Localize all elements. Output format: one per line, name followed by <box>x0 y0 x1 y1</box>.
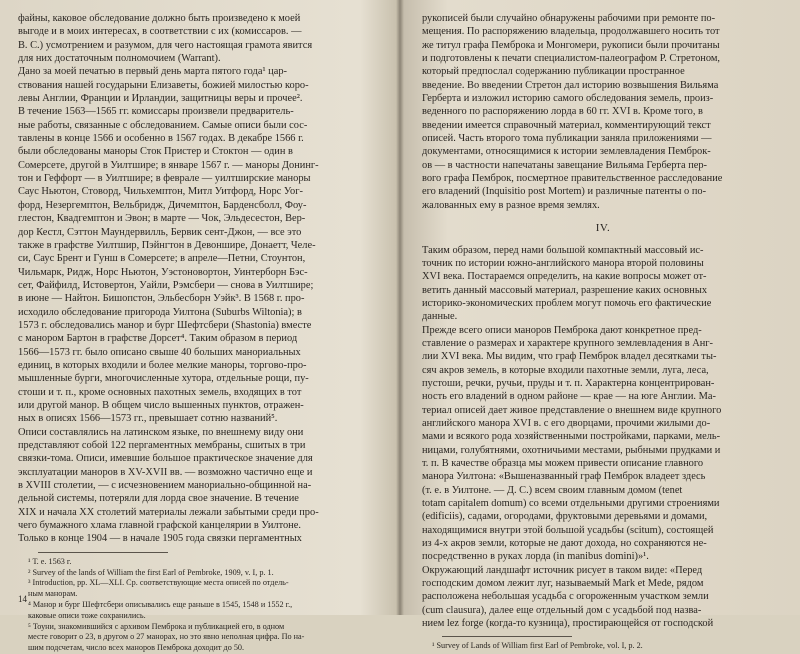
text-line: форд, Незергемптон, Вельбридж, Дичемптон, Барденсболл, Фоу- <box>18 199 307 211</box>
text-line: Таким образом, перед нами большой компактный массовый ис- <box>422 244 704 256</box>
right-page-body-top <box>422 12 784 212</box>
text-line: находящимися внутри этой большой усадьбы (scitum), состоящей <box>422 524 714 536</box>
text-line: или другой манор. В общем число вышенных пунктов, отражен- <box>18 399 304 411</box>
text-line: историко-экономических проблем могут помочь его фактические <box>422 297 712 309</box>
text-line: чего бумажного хлама главной графской канцелярии в Уилтоне. <box>18 520 301 532</box>
text-line: си, Саус Брент и Гунш в Сомерсете; в апреле—Петни, Стоунтон, <box>18 253 306 265</box>
text-line: документами, относящимися к истории землевладения Пемброк- <box>422 146 711 158</box>
text-line: В. С.) усмотрением и разумом, для чего настоящая грамота явится <box>18 39 313 51</box>
text-line: Прежде всего описи маноров Пемброка дают конкретное пред- <box>422 324 702 336</box>
text-line: из 4-х акров земли, которые не дают дохода, но сохраняются не- <box>422 538 707 550</box>
text-line: XIX и начала XX столетий материалы лежали забытыми среди про- <box>18 506 319 518</box>
footnote-line: ным манорам. <box>28 589 78 599</box>
footnote-line: ¹ Survey of Lands of William first Earl of Pembroke, vol. I, p. 2. <box>432 641 643 651</box>
right-page-body-bottom <box>422 244 784 631</box>
text-line: ницами, голубятнями, охотничьими местами, рыбными прудками и <box>422 444 721 456</box>
text-line: мещения. По распоряжению владельца, продолжавшего носить тот <box>422 26 720 38</box>
text-line: в июне — Найтон. Бишопстон, Эльбесборн Уэйк³. В 1568 г. про- <box>18 293 305 305</box>
text-line: в XVIII столетии, — с исчезновением манориально-общинной на- <box>18 480 312 492</box>
text-line: ствования нашей государыни Елизаветы, божией милостью коро- <box>18 79 309 91</box>
left-footnotes <box>18 557 386 654</box>
text-line: мышленные бурги, многочисленные хутора, отдельные рощи, пу- <box>18 373 309 385</box>
footnote-rule <box>442 636 572 637</box>
text-line: дельной системы, потеряли для лорда свое значение. В течение <box>18 493 299 505</box>
footnote-line: ⁴ Манор и бург Шефтсбери описывались еще раньше в 1545, 1548 и 1552 г., <box>28 599 293 609</box>
text-line: мами и всякого рода хозяйственными постройками, парками, мель- <box>422 431 721 443</box>
text-line: В течение 1563—1565 гг. комиссары произвели предваритель- <box>18 106 294 118</box>
text-line: нием lez forge (когда-то кузница), простирающейся от господской <box>422 618 714 630</box>
footnote-line: ⁵ Тоуни, знакомившийся с архивом Пемброка и публикацией его, в одном <box>28 621 285 631</box>
text-line: введении имеется справочный материал, комментирующий текст <box>422 119 711 131</box>
text-line: Только в конце 1904 — в начале 1905 года связки пергаментных <box>18 533 302 545</box>
text-line: описей. Часть второго тома публикации заняла приложениями — <box>422 133 712 145</box>
text-line: ов — в частности напечатаны завещание Вильяма Герберта пер- <box>422 159 708 171</box>
text-line: который предпослал содержанию публикации пространное <box>422 66 685 78</box>
text-line: сяч акров земель, в которые входили пахотные земли, луга, леса, <box>422 364 709 376</box>
footnote-line: ² Survey of the lands of William the first Earl of Pembroke, 1909, v. I, p. 1. <box>28 567 274 577</box>
text-line: жалованных ему в разное время землях. <box>422 199 600 211</box>
text-line: териал описей дает живое представление о внешнем виде крупного <box>422 404 722 416</box>
text-line: английского манора XVI в. с его дворцами, прочими жилыми до- <box>422 417 711 429</box>
footnote-line: ³ Introduction, pp. XL—XLI. Ср. соответствующие места описей по отдель- <box>28 578 289 588</box>
text-line: т. п. В качестве образца мы можем привести описание главного <box>422 458 704 469</box>
footnote-line: ¹ Т. е. 1563 г. <box>28 556 72 566</box>
text-line: ные работы, связанные с обследованием. Самые описи были сос- <box>18 119 308 131</box>
text-line: ставление о размерах и характере крупного землевладения в Анг- <box>422 337 713 349</box>
text-line: пустоши, речки, ручьи, пруды и т. п. Характерна концентрирован- <box>422 377 715 389</box>
text-line: Окружающий ландшафт источник рисует в таком виде: «Перед <box>422 564 703 576</box>
text-line: представляют собой 122 пергаментных мембраны, сшитых в три <box>18 440 306 451</box>
page-number: 14 <box>18 593 27 604</box>
text-line: посредственно в руках лорда (in manibus domini)»¹. <box>422 551 649 563</box>
text-line: единиц, в которых входили и более мелкие маноры, торгово-про- <box>18 359 307 371</box>
text-line: ветить данный массовый материал, разрешение каких основных <box>422 284 708 296</box>
text-line: дор Кестл, Сэттон Маундервилль, Бервик сент-Джон, — все это <box>18 226 302 238</box>
text-line: файны, каковое обследование должно быть произведено к моей <box>18 13 301 24</box>
text-line: XVI века. Постараемся определить, на какие вопросы может от- <box>422 271 707 283</box>
text-line: связки-тома. Описи, имевшие большое практическое значение для <box>18 453 313 465</box>
text-line: лии XVI века. Мы видим, что граф Пемброк владел десятками ты- <box>422 351 717 363</box>
footnote-line: шим подсчетам, число всех маноров Пемброка доходит до 50. <box>28 643 245 653</box>
text-line: точник по истории южно-английского манора второй половины <box>422 257 704 269</box>
text-line: манора Уилтона: «Вышеназванный граф Пемброк владеет здесь <box>422 471 706 483</box>
left-page <box>0 0 400 653</box>
text-line: 1573 г. обследовались манор и бург Шефтсбери (Shastonia) вместе <box>18 319 312 331</box>
text-line: также в графстве Уилтшир, Пэйнгтон в Девоншире, Донаетт, Челе- <box>18 239 316 251</box>
text-line: totam capitalem domum) со всеми отдельными другими строениями <box>422 498 720 510</box>
text-line: данные. <box>422 311 458 323</box>
text-line: его владений (Inquisitio post Mortem) и различные патенты о по- <box>422 186 707 198</box>
text-line: Саус Ньютон, Стоворд, Чильхемптон, Митл Уитфорд, Норс Уог- <box>18 186 303 198</box>
text-line: господским домом лежит луг, называемый Mark et Mede, рядом <box>422 578 704 590</box>
text-line: Дано за моей печатью в первый день марта пятого года¹ цар- <box>18 66 287 78</box>
footnote-line: каковые описи тоже сохранились. <box>28 610 146 620</box>
right-footnotes <box>422 641 784 652</box>
text-line: 1566—1573 гг. было описано свыше 40 больших манориальных <box>18 346 301 358</box>
text-line: тавлены в конце 1566 и особенно в 1567 годах. В декабре 1566 г. <box>18 133 304 145</box>
text-line: рукописей были случайно обнаружены рабочими при ремонте по- <box>422 13 716 24</box>
footnote-rule <box>38 552 168 553</box>
text-line: выгоде и в моих интересах, в соответствии с их (комиссаров. — <box>18 26 302 38</box>
text-line: Сомерсете, другой в Уилтшире; в январе 1567 г. — маноры Донинг- <box>18 159 319 171</box>
text-line: с манором Бартон в графстве Дорсет⁴. Таким образом в период <box>18 333 298 345</box>
text-line: (т. е. в Уилтоне. — Д. С.) всем своим главным домом (tenet <box>422 484 683 496</box>
text-line: (edificiis), садами, огородами, фруктовыми деревьями и домами, <box>422 511 708 523</box>
text-line: для них достаточным полномочием (Warrant). <box>18 53 221 65</box>
left-page-body <box>18 12 386 546</box>
text-line: веденного по распоряжению лорда в 60 гг. XVI в. Кроме того, в <box>422 106 703 118</box>
text-line: ных в описях 1566—1573 гг., превышает сотню названий⁵. <box>18 413 278 425</box>
right-page <box>400 0 800 651</box>
text-line: вого графа Пемброк, посмертное правительственное расследование <box>422 173 723 185</box>
text-line: Описи составлялись на латинском языке, по внешнему виду они <box>18 426 304 438</box>
text-line: исходило обследование пригорода Уилтона (Suburbs Wiltonia); в <box>18 306 302 318</box>
text-line: же титул графа Пемброка и Монгомери, рукописи были прочитаны <box>422 39 720 51</box>
text-line: ность его владений в одном районе — крае — на юге Англии. Ма- <box>422 391 716 403</box>
footnote-line: месте говорит о 23, в другом о 27 манорах, но это явно неполная цифра. По на- <box>28 632 305 642</box>
text-line: были обследованы маноры Сток Пристер и Стоктон — один в <box>18 146 293 158</box>
text-line: глестон, Квадгемптон и Эвон; в марте — Чок, Эльдесестон, Вер- <box>18 213 306 225</box>
text-line: расположена небольшая усадьба с огороженным участком земли <box>422 591 709 603</box>
text-line: сет, Файфилд, Истовертон, Уайли, Рэмсбери — снова в Уилтшире; <box>18 279 314 291</box>
text-line: (cum clausura), далее еще отдельный дом с усадьбой под назва- <box>422 604 702 616</box>
text-line: Чильмарк, Ридж, Норс Ньютон, Уэстоновортон, Уинтерборн Бэс- <box>18 266 308 278</box>
text-line: Герберта и изложил историю самого обследования земель, произ- <box>422 93 714 105</box>
text-line: эксплуатации маноров в XV-XVII вв. — возможно частично еще и <box>18 466 313 478</box>
text-line: тон и Геффорт — в Уилтшире; в феврале — уилтширские маноры <box>18 173 311 185</box>
text-line: стоши и т. п., кроме основных пахотных земель, входящих в тот <box>18 386 302 398</box>
section-heading: IV. <box>595 222 611 235</box>
text-line: и подготовлены к печати специалистом-палеографом Р. Стретоном, <box>422 53 720 65</box>
text-line: введение. Во введении Стретон дал историю возвышения Вильяма <box>422 79 719 91</box>
text-line: левы Англии, Франции и Ирландии, защитницы веры и прочее². <box>18 93 303 105</box>
